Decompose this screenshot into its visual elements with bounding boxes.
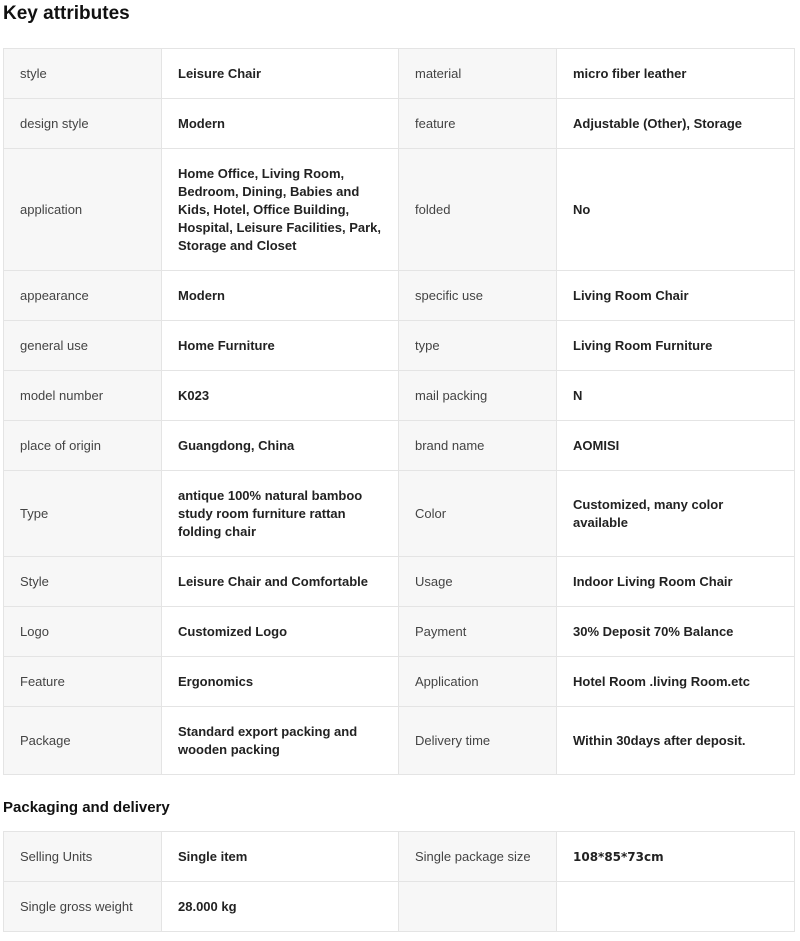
- table-row: [4, 371, 795, 421]
- attribute-value: Customized, many color available: [557, 471, 795, 557]
- attribute-value: Home Furniture: [162, 321, 399, 371]
- attribute-label: [399, 882, 557, 932]
- attribute-value: 108*85*73cm: [557, 832, 795, 882]
- table-row: [4, 49, 795, 99]
- attribute-label: model number: [4, 371, 162, 421]
- attribute-label: Style: [4, 557, 162, 607]
- table-row: [4, 557, 795, 607]
- attribute-label: Package: [4, 707, 162, 775]
- attribute-value: N: [557, 371, 795, 421]
- packaging-delivery-title: Packaging and delivery: [3, 799, 170, 816]
- attribute-label: Usage: [399, 557, 557, 607]
- attribute-value: Home Office, Living Room, Bedroom, Dining, Babies and Kids, Hotel, Office Building, Hospital, Leisure Facilities, Park, Storage and Closet: [162, 149, 399, 271]
- attribute-value: Modern: [162, 271, 399, 321]
- attribute-value: Living Room Chair: [557, 271, 795, 321]
- attribute-label: appearance: [4, 271, 162, 321]
- attribute-value: Within 30days after deposit.: [557, 707, 795, 775]
- attribute-label: specific use: [399, 271, 557, 321]
- attribute-label: Application: [399, 657, 557, 707]
- attribute-label: Single package size: [399, 832, 557, 882]
- attribute-value: micro fiber leather: [557, 49, 795, 99]
- attribute-value: [557, 882, 795, 932]
- attribute-label: mail packing: [399, 371, 557, 421]
- attribute-value: Modern: [162, 99, 399, 149]
- attribute-value: antique 100% natural bamboo study room furniture rattan folding chair: [162, 471, 399, 557]
- table-row: [4, 421, 795, 471]
- table-row: [4, 657, 795, 707]
- attribute-value: Hotel Room .living Room.etc: [557, 657, 795, 707]
- attribute-value: No: [557, 149, 795, 271]
- attribute-value: Guangdong, China: [162, 421, 399, 471]
- key-attributes-title: Key attributes: [3, 3, 130, 24]
- table-row: [4, 271, 795, 321]
- table-row: [4, 832, 795, 882]
- attribute-label: feature: [399, 99, 557, 149]
- attribute-label: application: [4, 149, 162, 271]
- table-row: [4, 471, 795, 557]
- table-row: [4, 99, 795, 149]
- attribute-value: Living Room Furniture: [557, 321, 795, 371]
- attribute-value: AOMISI: [557, 421, 795, 471]
- attribute-value: Leisure Chair: [162, 49, 399, 99]
- attribute-label: type: [399, 321, 557, 371]
- attribute-label: Payment: [399, 607, 557, 657]
- table-row: [4, 882, 795, 932]
- table-row: [4, 607, 795, 657]
- attribute-value: 28.000 kg: [162, 882, 399, 932]
- packaging-table: [3, 831, 795, 932]
- table-row: [4, 149, 795, 271]
- table-row: [4, 707, 795, 775]
- attribute-value: Single item: [162, 832, 399, 882]
- attribute-value: Adjustable (Other), Storage: [557, 99, 795, 149]
- attribute-label: Single gross weight: [4, 882, 162, 932]
- attribute-value: Ergonomics: [162, 657, 399, 707]
- key-attributes-table: [3, 48, 795, 775]
- attribute-value: 30% Deposit 70% Balance: [557, 607, 795, 657]
- attribute-label: Type: [4, 471, 162, 557]
- attribute-label: style: [4, 49, 162, 99]
- attribute-label: brand name: [399, 421, 557, 471]
- attribute-label: design style: [4, 99, 162, 149]
- attribute-label: material: [399, 49, 557, 99]
- attribute-label: Logo: [4, 607, 162, 657]
- attribute-value: K023: [162, 371, 399, 421]
- attribute-label: Delivery time: [399, 707, 557, 775]
- attribute-value: Leisure Chair and Comfortable: [162, 557, 399, 607]
- attribute-label: general use: [4, 321, 162, 371]
- attribute-label: place of origin: [4, 421, 162, 471]
- attribute-value: Standard export packing and wooden packing: [162, 707, 399, 775]
- attribute-value: Customized Logo: [162, 607, 399, 657]
- attribute-label: folded: [399, 149, 557, 271]
- attribute-label: Color: [399, 471, 557, 557]
- table-row: [4, 321, 795, 371]
- attribute-value: Indoor Living Room Chair: [557, 557, 795, 607]
- attribute-label: Feature: [4, 657, 162, 707]
- attribute-label: Selling Units: [4, 832, 162, 882]
